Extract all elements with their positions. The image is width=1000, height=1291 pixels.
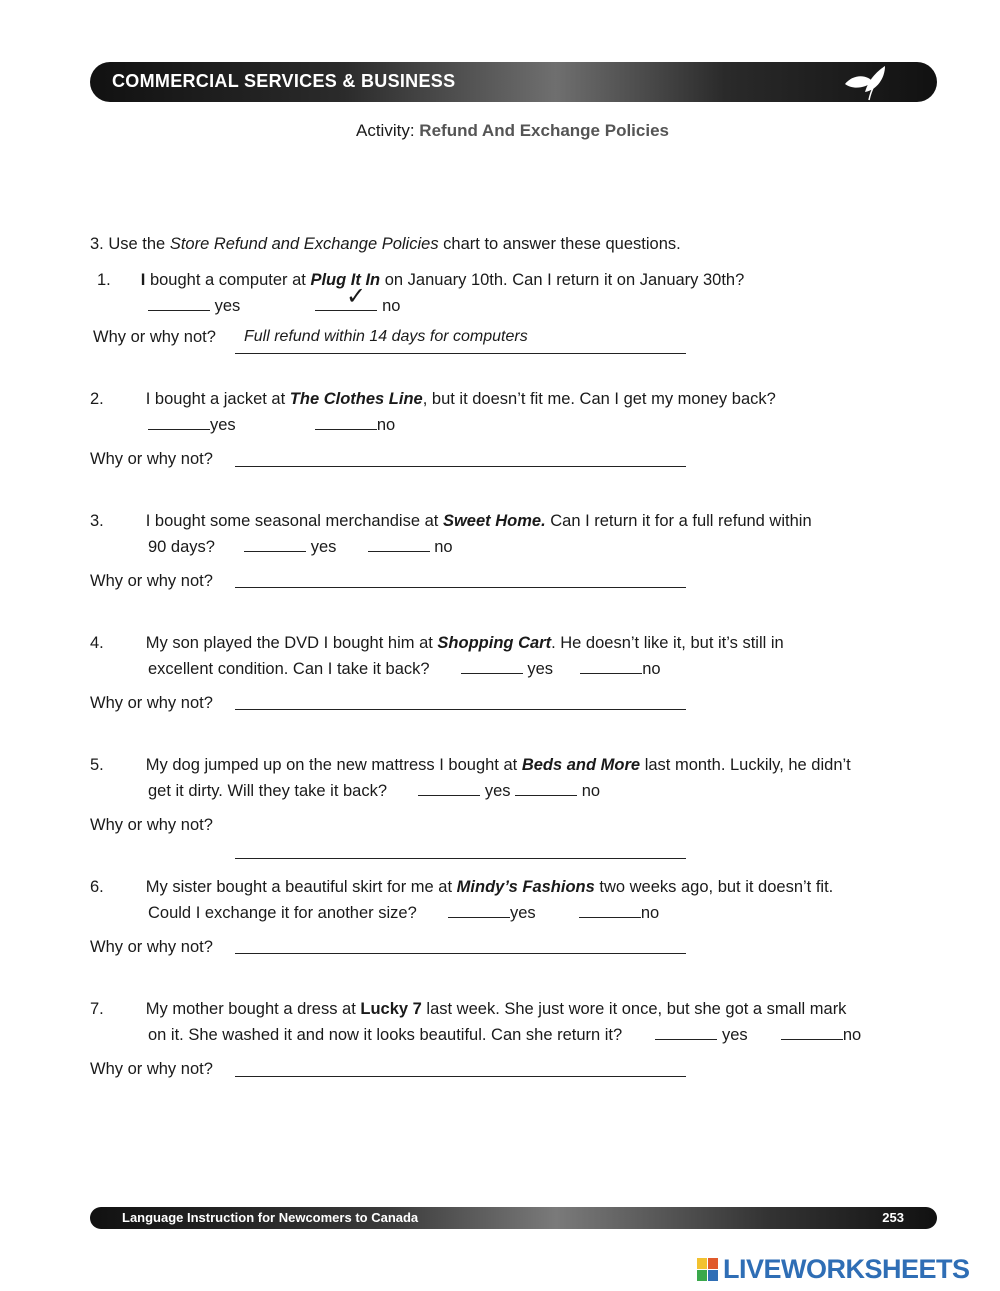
yes-label: yes: [210, 416, 236, 434]
store-name: Mindy’s Fashions: [456, 878, 595, 896]
q2-text-end: , but it doesn’t fit me. Can I get my money back?: [422, 390, 776, 408]
q5-text-end: last month. Luckily, he didn’t: [640, 756, 851, 774]
store-name: Lucky 7: [360, 1000, 422, 1018]
no-blank[interactable]: [515, 780, 577, 796]
page-number: 253: [882, 1210, 904, 1225]
q7-text: My mother bought a dress at: [145, 1000, 361, 1018]
question-4: [90, 634, 784, 653]
no-label: no: [640, 904, 660, 922]
intro-suffix: chart to answer these questions.: [443, 235, 681, 253]
q3-text-line-2: 90 days?: [148, 538, 215, 556]
q2-why-label: Why or why not?: [90, 450, 213, 468]
question-number: 4.: [90, 634, 104, 652]
q6-why-label: Why or why not?: [90, 938, 213, 956]
q1-text-end: on January 10th. Can I return it on January 30th?: [380, 271, 745, 289]
q3-why-label: Why or why not?: [90, 572, 213, 590]
q7-text-line-2: on it. She washed it and now it looks beautiful. Can she return it?: [148, 1026, 623, 1044]
q7-line-2: [148, 1024, 861, 1045]
q6-text-end: two weeks ago, but it doesn’t fit.: [594, 878, 834, 896]
q1-answer-line[interactable]: [235, 353, 686, 354]
yes-label: yes: [214, 297, 241, 315]
question-2: [90, 390, 776, 409]
no-label: no: [376, 416, 396, 434]
activity-heading: [0, 121, 1000, 141]
question-1: [97, 271, 744, 290]
no-label: no: [642, 660, 661, 678]
store-name: The Clothes Line: [289, 390, 423, 408]
no-blank[interactable]: [368, 536, 430, 552]
no-label: no: [382, 297, 401, 315]
q6-line-2: [148, 902, 659, 923]
q2-options: [148, 414, 395, 435]
intro-chart-name: Store Refund and Exchange Policies: [169, 235, 439, 253]
no-label: no: [581, 782, 601, 800]
question-number: 1.: [97, 271, 111, 289]
yes-label: yes: [310, 538, 337, 556]
q6-text-line-2: Could I exchange it for another size?: [148, 904, 417, 922]
yes-label: yes: [527, 660, 554, 678]
q1-text: bought a computer at: [145, 271, 311, 289]
yes-blank[interactable]: [461, 658, 523, 674]
question-number: 5.: [90, 756, 104, 774]
q7-text-end: last week. She just wore it once, but she got a small mark: [421, 1000, 847, 1018]
no-blank[interactable]: [781, 1024, 843, 1040]
yes-blank[interactable]: [418, 780, 480, 796]
question-3: [90, 512, 812, 531]
q1-answer-text[interactable]: Full refund within 14 days for computers: [244, 328, 528, 345]
no-blank[interactable]: [315, 414, 377, 430]
q4-answer-line[interactable]: [235, 709, 686, 710]
yes-label: yes: [509, 904, 536, 922]
activity-title: Refund And Exchange Policies: [419, 121, 669, 140]
q7-answer-line[interactable]: [235, 1076, 686, 1077]
no-blank[interactable]: [580, 658, 642, 674]
q4-line-2: [148, 658, 661, 679]
q4-text-line-2: excellent condition. Can I take it back?: [148, 660, 430, 678]
footer-banner: [90, 1207, 937, 1229]
yes-blank[interactable]: [148, 414, 210, 430]
store-name: Plug It In: [310, 271, 381, 289]
q5-text: My dog jumped up on the new mattress I bought at: [145, 756, 522, 774]
q3-answer-line[interactable]: [235, 587, 686, 588]
q4-text: My son played the DVD I bought him at: [145, 634, 438, 652]
q3-text-end: Can I return it for a full refund within: [545, 512, 812, 530]
q2-answer-line[interactable]: [235, 466, 686, 467]
no-label: no: [434, 538, 453, 556]
yes-blank[interactable]: [448, 902, 510, 918]
q6-text: My sister bought a beautiful skirt for me at: [145, 878, 457, 896]
q4-why-label: Why or why not?: [90, 694, 213, 712]
question-number: 6.: [90, 878, 104, 896]
yes-blank[interactable]: [655, 1024, 717, 1040]
store-name: Shopping Cart: [437, 634, 552, 652]
q3-text: I bought some seasonal merchandise at: [145, 512, 443, 530]
yes-blank[interactable]: [244, 536, 306, 552]
q6-answer-line[interactable]: [235, 953, 686, 954]
q5-line-2: [148, 780, 600, 801]
question-number: 2.: [90, 390, 104, 408]
q5-why-label: Why or why not?: [90, 816, 213, 834]
q7-why-label: Why or why not?: [90, 1060, 213, 1078]
header-title: COMMERCIAL SERVICES & BUSINESS: [112, 71, 456, 91]
yes-label: yes: [484, 782, 511, 800]
q2-text: I bought a jacket at: [145, 390, 290, 408]
question-number: 3.: [90, 512, 104, 530]
no-blank[interactable]: [579, 902, 641, 918]
question-number: 7.: [90, 1000, 104, 1018]
q3-line-2: [148, 536, 453, 557]
brand-name: LIVEWORKSHEETS: [723, 1254, 970, 1284]
instructions: [90, 235, 681, 254]
q5-text-line-2: get it dirty. Will they take it back?: [148, 782, 388, 800]
q1-text-start: I: [140, 271, 146, 289]
footer-title: Language Instruction for Newcomers to Canada: [122, 1210, 419, 1225]
q4-text-end: . He doesn’t like it, but it’s still in: [551, 634, 784, 652]
question-7: [90, 1000, 846, 1019]
checkmark-icon: ✓: [346, 283, 367, 310]
header-banner: [90, 62, 937, 102]
activity-label: Activity:: [356, 121, 415, 140]
yes-label: yes: [721, 1026, 748, 1044]
question-5: [90, 756, 851, 775]
intro-prefix: 3. Use the: [90, 235, 166, 253]
q5-answer-line[interactable]: [235, 858, 686, 859]
no-label: no: [842, 1026, 862, 1044]
liveworksheets-logo-icon: [697, 1258, 719, 1282]
q1-why-label: Why or why not?: [93, 328, 216, 346]
store-name: Sweet Home.: [442, 512, 546, 530]
question-6: [90, 878, 833, 897]
store-name: Beds and More: [521, 756, 641, 774]
leaf-logo-icon: [839, 62, 889, 102]
yes-blank[interactable]: [148, 295, 210, 311]
